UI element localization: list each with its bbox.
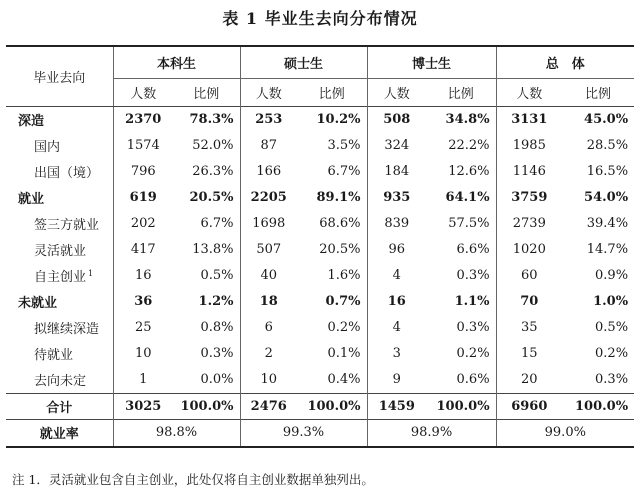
ratio-cell: 10.2% (316, 111, 361, 127)
count-cell: 2370 (113, 106, 173, 132)
count-cell: 839 (367, 210, 426, 236)
count-cell: 253 (240, 106, 297, 132)
ratio-cell: 6.6% (456, 242, 490, 258)
ratio-cell: 100.0% (180, 398, 234, 414)
count-cell: 6 (240, 315, 297, 341)
count-cell: 1 (113, 367, 173, 393)
sub-header-ratio: 比例 (447, 86, 474, 102)
count-cell: 15 (496, 341, 562, 367)
ratio-cell: 14.7% (586, 242, 629, 258)
ratio-cell: 0.2% (327, 320, 361, 336)
count-cell: 1146 (496, 158, 562, 184)
ratio-cell: 57.5% (448, 215, 490, 231)
table-row (6, 158, 634, 184)
ratio-cell: 1.1% (454, 294, 490, 310)
table-row (6, 184, 634, 210)
ratio-cell: 0.3% (456, 320, 490, 336)
table-row (6, 106, 634, 132)
row-label (6, 341, 113, 367)
count-cell: 166 (240, 158, 297, 184)
count-cell: 2205 (240, 184, 297, 210)
table-title: 表 1 毕业生去向分布情况 (222, 9, 418, 28)
row-label-text: 未就业 (18, 296, 58, 312)
count-cell: 1020 (496, 236, 562, 262)
count-cell: 324 (367, 132, 426, 158)
table-row (6, 210, 634, 236)
group-header-undergrad: 本科生 (113, 46, 240, 78)
ratio-cell: 78.3% (189, 111, 234, 127)
table-row (6, 132, 634, 158)
ratio-cell: 0.8% (200, 320, 234, 336)
count-cell: 3759 (496, 184, 562, 210)
row-label-text: 拟继续深造 (34, 322, 100, 338)
ratio-cell: 34.8% (445, 111, 490, 127)
ratio-cell: 0.1% (327, 346, 361, 362)
ratio-cell: 45.0% (584, 111, 629, 127)
ratio-cell: 100.0% (307, 398, 361, 414)
count-cell: 36 (113, 289, 173, 315)
ratio-cell: 0.6% (456, 372, 490, 388)
footnote-marker: 1 (88, 268, 94, 278)
count-cell: 1985 (496, 132, 562, 158)
count-cell: 9 (367, 367, 426, 393)
count-cell: 4 (367, 315, 426, 341)
ratio-cell: 0.2% (595, 346, 629, 362)
ratio-cell: 22.2% (448, 137, 490, 153)
sub-header-count: 人数 (113, 78, 173, 106)
count-cell: 35 (496, 315, 562, 341)
count-cell: 2739 (496, 210, 562, 236)
count-cell: 184 (367, 158, 426, 184)
header-row-groups (6, 46, 634, 78)
sub-header-count: 人数 (240, 78, 297, 106)
count-cell: 20 (496, 367, 562, 393)
count-cell: 16 (113, 263, 173, 289)
ratio-cell: 26.3% (192, 163, 234, 179)
row-label-text: 签三方就业 (34, 217, 100, 233)
total-row (6, 393, 634, 419)
count-cell: 935 (367, 184, 426, 210)
row-label (6, 158, 113, 184)
ratio-cell: 6.7% (327, 163, 361, 179)
table-row (6, 367, 634, 393)
ratio-cell: 3.5% (327, 137, 361, 153)
ratio-cell: 1.0% (593, 294, 629, 310)
employment-rate-value: 99.3% (240, 419, 367, 447)
row-label (6, 184, 113, 210)
ratio-cell: 100.0% (575, 398, 629, 414)
ratio-cell: 0.7% (325, 294, 361, 310)
table-row (6, 263, 634, 289)
ratio-cell: 52.0% (192, 137, 234, 153)
group-header-doctor: 博士生 (367, 46, 496, 78)
ratio-cell: 0.0% (200, 372, 234, 388)
employment-rate-row (6, 419, 634, 447)
sub-header-ratio: 比例 (585, 86, 612, 102)
ratio-cell: 1.2% (198, 294, 234, 310)
count-cell: 3131 (496, 106, 562, 132)
count-cell: 25 (113, 315, 173, 341)
ratio-cell: 28.5% (586, 137, 629, 153)
row-label (6, 236, 113, 262)
count-cell: 2 (240, 341, 297, 367)
sub-header-ratio: 比例 (193, 86, 220, 102)
ratio-cell: 1.6% (327, 268, 361, 284)
count-cell: 18 (240, 289, 297, 315)
ratio-cell: 16.5% (586, 163, 629, 179)
employment-rate-label: 就业率 (39, 427, 79, 443)
count-cell: 1459 (367, 393, 426, 419)
ratio-cell: 0.3% (200, 346, 234, 362)
count-cell: 507 (240, 236, 297, 262)
row-label (6, 132, 113, 158)
table-row (6, 315, 634, 341)
row-label (6, 106, 113, 132)
footnote: 注 1．灵活就业包含自主创业，此处仅将自主创业数据单独列出。 (12, 472, 374, 487)
group-header-master: 硕士生 (240, 46, 367, 78)
count-cell: 10 (113, 341, 173, 367)
row-label-header: 毕业去向 (6, 46, 113, 106)
count-cell: 10 (240, 367, 297, 393)
count-cell: 70 (496, 289, 562, 315)
ratio-cell: 68.6% (319, 215, 361, 231)
count-cell: 2476 (240, 393, 297, 419)
count-cell: 796 (113, 158, 173, 184)
count-cell: 3025 (113, 393, 173, 419)
group-header-overall: 总 体 (496, 46, 634, 78)
ratio-cell: 13.8% (192, 242, 234, 258)
employment-rate-value: 98.8% (113, 419, 240, 447)
ratio-cell: 54.0% (584, 189, 629, 205)
row-label-text: 深造 (18, 113, 45, 129)
row-label-text: 国内 (34, 139, 61, 155)
table-row (6, 341, 634, 367)
row-label (6, 315, 113, 341)
ratio-cell: 0.3% (595, 372, 629, 388)
count-cell: 1698 (240, 210, 297, 236)
count-cell: 3 (367, 341, 426, 367)
ratio-cell: 100.0% (436, 398, 490, 414)
row-label-text: 灵活就业 (34, 244, 87, 260)
count-cell: 508 (367, 106, 426, 132)
distribution-table (6, 45, 634, 448)
row-label (6, 263, 113, 289)
ratio-cell: 20.5% (319, 242, 361, 258)
table-row (6, 236, 634, 262)
total-label: 合计 (46, 400, 73, 416)
ratio-cell: 64.1% (445, 189, 490, 205)
ratio-cell: 0.4% (327, 372, 361, 388)
employment-rate-value: 98.9% (367, 419, 496, 447)
count-cell: 417 (113, 236, 173, 262)
count-cell: 1574 (113, 132, 173, 158)
ratio-cell: 0.5% (595, 320, 629, 336)
count-cell: 4 (367, 263, 426, 289)
ratio-cell: 20.5% (189, 189, 234, 205)
row-label-text: 就业 (18, 191, 45, 207)
ratio-cell: 0.5% (200, 268, 234, 284)
row-label-text: 出国（境） (34, 165, 100, 181)
count-cell: 96 (367, 236, 426, 262)
count-cell: 40 (240, 263, 297, 289)
row-label (6, 210, 113, 236)
ratio-cell: 0.3% (456, 268, 490, 284)
count-cell: 87 (240, 132, 297, 158)
count-cell: 60 (496, 263, 562, 289)
sub-header-count: 人数 (367, 78, 426, 106)
sub-header-ratio: 比例 (318, 86, 345, 102)
count-cell: 619 (113, 184, 173, 210)
sub-header-count: 人数 (496, 78, 562, 106)
ratio-cell: 12.6% (448, 163, 490, 179)
row-label-text: 自主创业 (34, 270, 87, 286)
ratio-cell: 0.2% (456, 346, 490, 362)
ratio-cell: 39.4% (586, 215, 629, 231)
row-label-text: 去向未定 (34, 374, 87, 390)
count-cell: 6960 (496, 393, 562, 419)
ratio-cell: 0.9% (595, 268, 629, 284)
ratio-cell: 89.1% (316, 189, 361, 205)
row-label-text: 待就业 (34, 348, 74, 364)
ratio-cell: 6.7% (200, 215, 234, 231)
employment-rate-value: 99.0% (496, 419, 634, 447)
count-cell: 202 (113, 210, 173, 236)
count-cell: 16 (367, 289, 426, 315)
row-label (6, 367, 113, 393)
table-row (6, 289, 634, 315)
row-label (6, 289, 113, 315)
